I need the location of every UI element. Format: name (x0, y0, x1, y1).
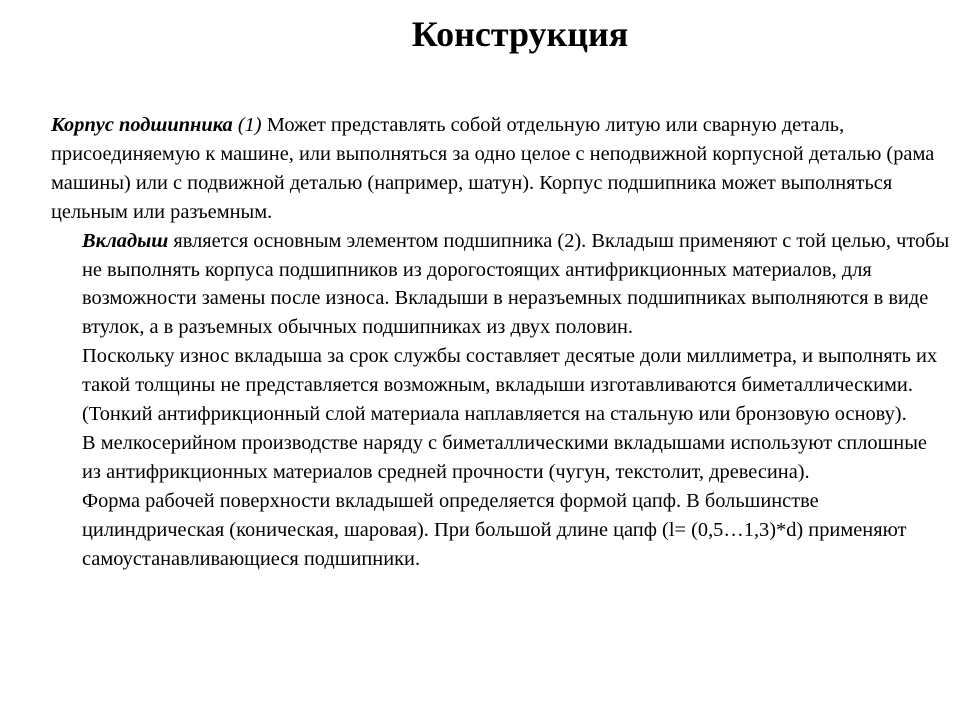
paragraph-housing (51, 111, 951, 227)
slide-body (51, 111, 951, 574)
paragraph-production: В мелкосерийном производстве наряду с биметаллическими вкладышами используют сплошные из антифрикционных материалов средней прочности (чугун, текстолит, древесина). (82, 431, 927, 483)
paragraph-text-housing: Может представлять собой отдельную литую или сварную деталь, присоединяемую к машине, или выполняться за одно целое с неподвижной корпусной деталью (рама машины) или с подвижной деталью (например, шатун). Корпус подшипника может выполняться цельным или разъемным. (51, 114, 935, 223)
paragraph-lead-housing-suffix: (1) (232, 114, 262, 136)
paragraph-text-liner: является основным элементом подшипника (2). Вкладыш применяют с той целью, чтобы не выполнять корпуса подшипников из дорогостоящих антифрикционных материалов, для возможности замены после износа. Вкладыши в неразъемных подшипниках выполняются в виде втулок, а в разъемных обычных подшипниках из двух половин. (82, 229, 950, 339)
paragraph-lead-housing: Корпус подшипника (51, 114, 233, 136)
slide-title: Конструкция (411, 14, 629, 54)
paragraph-shape: Форма рабочей поверхности вкладышей определяется формой цапф. В большинстве цилиндрическая (коническая, шаровая). При большой длине цапф (l= (0,5…1,3)*d) применяют самоустанавливающиеся подшипники. (82, 489, 907, 570)
paragraph-liner (51, 227, 951, 343)
paragraph-lead-liner: Вкладыш (82, 229, 169, 252)
paragraph-wear: Поскольку износ вкладыша за срок службы составляет десятые доли миллиметра, и выполнять их такой толщины не представляется возможным, вкладыши изготавливаются биметаллическими. (Тонкий антифрикционный слой материала наплавляется на стальную или бронзовую основу). (82, 345, 938, 426)
